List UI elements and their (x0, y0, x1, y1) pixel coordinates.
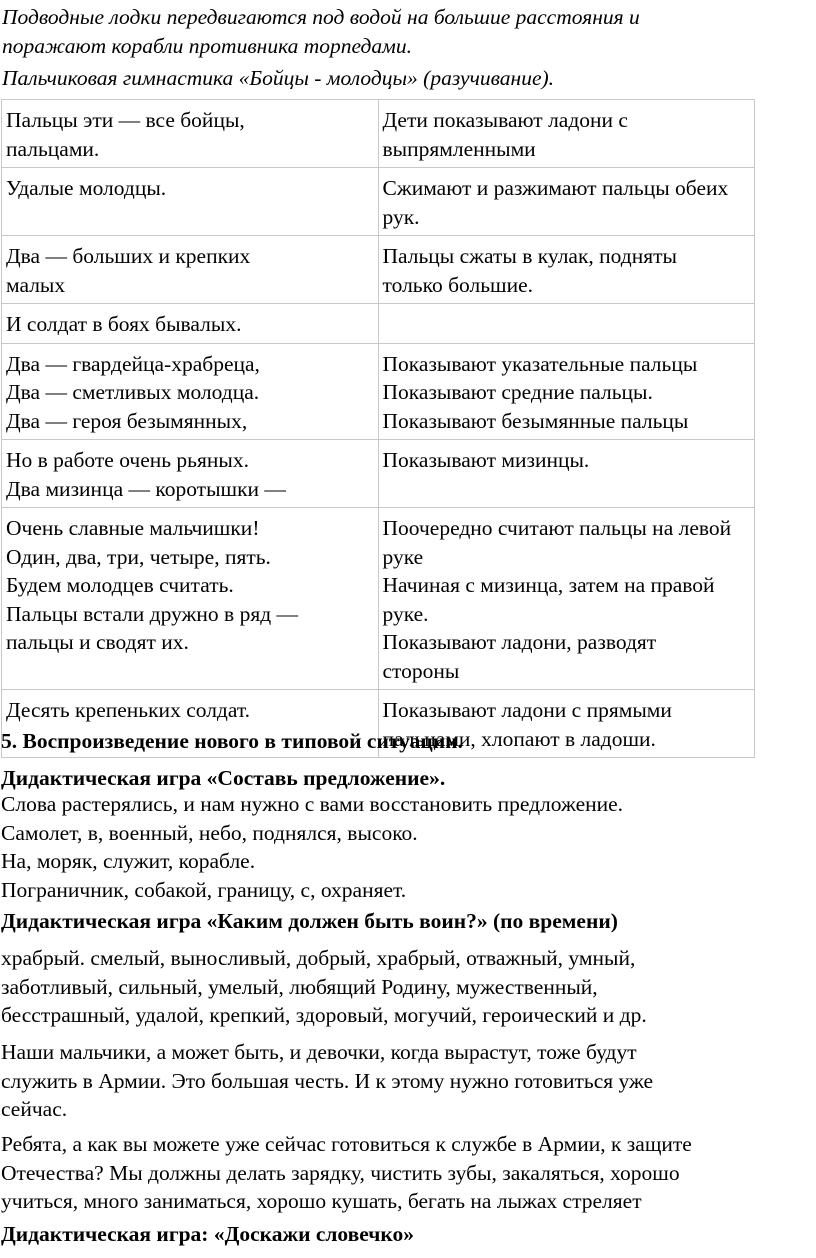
cell-text-line: И солдат в боях бывалых. (6, 312, 242, 336)
cell-text-line: Но в работе очень рьяных. (6, 448, 249, 472)
table-row (2, 168, 755, 236)
text-line: Наши мальчики, а может быть, и девочки, когда вырастут, тоже будут (1, 1040, 637, 1064)
cell-text-line: Десять крепеньких солдат. (6, 698, 251, 722)
cell-text-line: Показывают мизинцы. (382, 448, 590, 472)
cell-text-line: Показывают средние пальцы. (382, 380, 653, 404)
verse-cell (2, 236, 379, 304)
cell-text-line: выпрямленными (382, 136, 536, 161)
text-line: сейчас. (1, 1097, 68, 1121)
intro-paragraph-submarines (0, 3, 802, 60)
paragraph-kids-preparation (0, 1130, 811, 1216)
cell-text-line: Начиная с мизинца, затем на правой (382, 573, 715, 597)
cell-text-line: Показывают безымянные пальцы (382, 408, 689, 433)
cell-text-line: Сжимают и разжимают пальцы обеих (382, 176, 729, 200)
cell-text-line: малых (6, 272, 66, 297)
cell-text-line: Два — больших и крепких (6, 244, 251, 268)
cell-text-line: рук. (382, 204, 420, 229)
text-line: Пограничник, собакой, границу, с, охраняет. (1, 877, 407, 902)
text-line: Самолет, в, военный, небо, поднялся, высоко. (1, 820, 418, 845)
text-line: Подводные лодки передвигаются под водой на большие расстояния и (2, 5, 640, 29)
game1-text (0, 790, 811, 904)
text-line: Слова растерялись, и нам нужно с вами восстановить предложение. (1, 792, 624, 816)
text-line: поражают корабли противника торпедами. (2, 33, 412, 58)
table-row (2, 304, 755, 344)
cell-text-line: Два — сметливых молодца. (6, 380, 260, 404)
table-row (2, 508, 755, 690)
cell-text-line: Два — героя безымянных, (6, 408, 248, 433)
text-line: храбрый. смелый, выносливый, добрый, храбрый, отважный, умный, (1, 946, 636, 970)
text-line: Отечества? Мы должны делать зарядку, чистить зубы, закаляться, хорошо (1, 1160, 680, 1185)
verse-cell (2, 440, 379, 508)
game2-text (0, 944, 811, 1030)
cell-text-line: пальцы и сводят их. (6, 630, 189, 654)
table-row (2, 236, 755, 304)
cell-text-line: стороны (382, 658, 460, 683)
action-cell (378, 440, 755, 508)
verse-cell (2, 343, 379, 440)
game1-title: Дидактическая игра «Составь предложение». (1, 766, 446, 790)
table-row (2, 343, 755, 440)
cell-text-line: руке (382, 544, 424, 569)
text-line: заботливый, сильный, умелый, любящий Родину, мужественный, (1, 974, 598, 999)
cell-text-line: Два — гвардейца-храбреца, (6, 351, 260, 376)
cell-text-line: Один, два, три, четыре, пять. (6, 544, 271, 569)
cell-text-line: Пальцы эти — все бойцы, (6, 108, 245, 132)
cell-text-line: Показывают ладони, разводят (382, 630, 657, 654)
cell-text-line: Будем молодцев считать. (6, 573, 234, 597)
action-cell (378, 236, 755, 304)
cell-text-line: Показывают указательные пальцы (382, 351, 698, 376)
action-cell (378, 304, 755, 344)
verse-cell (2, 168, 379, 236)
cell-text-line: руке. (382, 601, 429, 626)
text-line: учиться, много заниматься, хорошо кушать, бегать на лыжах стреляет (1, 1189, 642, 1213)
cell-text-line: Пальцы встали дружно в ряд — (6, 601, 299, 626)
cell-text-line: Дети показывают ладони с (382, 108, 628, 132)
finger-gymnastics-table (1, 99, 755, 758)
text-line: Ребята, а как вы можете уже сейчас готовиться к службе в Армии, к защите (1, 1132, 692, 1156)
text-line: служить в Армии. Это большая честь. И к этому нужно готовиться уже (1, 1068, 654, 1093)
action-cell (378, 100, 755, 168)
verse-cell (2, 508, 379, 690)
cell-text-line: пальцами. (6, 136, 100, 161)
cell-text-line: Показывают ладони с прямыми (382, 698, 672, 722)
verse-cell (2, 304, 379, 344)
cell-text-line: Два мизинца — коротышки — (6, 476, 286, 501)
table-row (2, 100, 755, 168)
cell-text-line: Удалые молодцы. (6, 176, 167, 200)
intro-paragraph-gymnastics: Пальчиковая гимнастика «Бойцы - молодцы» (разучивание). (2, 66, 555, 90)
section-heading: 5. Воспроизведение нового в типовой ситуации. (1, 729, 463, 753)
game2-title: Дидактическая игра «Каким должен быть воин?» (по времени) (1, 909, 618, 933)
text-line: На, моряк, служит, корабле. (1, 849, 256, 873)
game3-title: Дидактическая игра: «Доскажи словечко» (1, 1222, 414, 1246)
action-cell (378, 343, 755, 440)
action-cell (378, 168, 755, 236)
paragraph-boys-army (0, 1038, 811, 1124)
text-line: бесстрашный, удалой, крепкий, здоровый, могучий, героический и др. (1, 1003, 647, 1027)
action-cell (378, 508, 755, 690)
cell-text-line: Очень славные мальчишки! (6, 516, 260, 540)
cell-text-line: Пальцы сжаты в кулак, подняты (382, 244, 677, 268)
cell-text-line: Поочередно считают пальцы на левой (382, 516, 732, 540)
table-row (2, 440, 755, 508)
cell-text-line: только большие. (382, 272, 534, 297)
verse-cell (2, 100, 379, 168)
cell-text-line: пальцами, хлопают в ладоши. (382, 726, 656, 751)
